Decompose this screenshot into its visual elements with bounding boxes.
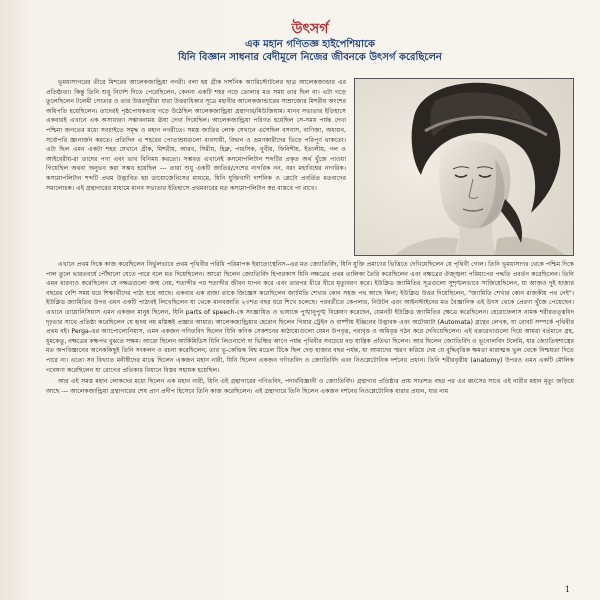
dedication-header — [46, 20, 574, 64]
subtitle-line-2: যিনি বিজ্ঞান সাধনার বেদীমূলে নিজের জীবনকে উৎসর্গ করেছিলেন — [178, 52, 442, 63]
body-paragraph: আর এই সমস্ত মহান লোকদের মধ্যে ছিলেন এক মহান নারী, যিনি এই গ্রন্থাগারের গণিতবিদ, পদার্থবিজ্ঞানী ও জ্যোতির্বিদ। গ্রন্থাগার প্রতিষ্ঠার প্রায় সাতশত বছর পর এর ধ্বংসের সাথে এই নারীর মহান মৃত্যু জড়িয়ে আছে --- আলেকজান্ড্রিয়া গ্রন্থাগারের শেষ প্রাণ প্রদীপ হিসেবে তিনি কাজ করেছিলেন। এই গ্রন্থাগারে তিনি ছিলেন একজন দর্শনের নিওপ্লেটোনিক ধারার প্রধান, যার নাম — [46, 378, 574, 395]
intro-section — [46, 78, 574, 193]
page-title: উৎসর্গ — [291, 21, 329, 37]
subtitle-line-1: এক মহান গণিতজ্ঞ হাইপেশিয়াকে — [244, 39, 375, 50]
hypatia-portrait — [354, 78, 574, 256]
portrait-image — [355, 79, 573, 255]
intro-paragraph: ভূমধ্যসাগরের তীরে মিশরের আলেকজান্ড্রিয়া নগরী। বলা হয় গ্রীক দার্শনিক অ্যারিস্টোটলের ছাত্র আলেকজান্ডার এর প্রতিষ্ঠাতা। কিন্তু তিনি শুধু নির্দেশ দিতে পেরেছিলেন, কেননা একটি শহর গড়ে তোলার মত সময় তার ছিল না। এটা গড়ে তুলেছিলেন টলেমী সোতার ও তার উত্তরসূরীরা যারা উত্তরাধিকার সূত্রে মহাবীর আলেকজান্ডারের সাম্রাজ্যের মিশরীয় অংশের অধিপতি হয়েছিলেন। তাদেরই পৃষ্ঠপোষকতায় গড়ে উঠেছিল আলেকজান্ড্রিয়া গ্রন্থাগার/মিউজিয়াম। মানব সভ্যতার ইতিহাসে একবারই এখানে এক অসাধারণ সম্ভাবনাময় ঊষা দেখা দিয়েছিল। আলেকজান্ড্রিয়া পরিণত হয়েছিল সে-সময় পর্যন্ত দেখা পশ্চিমা জগতের মধ্যে সবচাইতে সমৃদ্ধ ও মহান নগরীতে। সমস্ত জাতির লোক সেখানে এসেছিল বসবাস, বাণিজ্য, অধ্যয়ন, সর্বোপরি জ্ঞানার্জন করতে। প্রতিদিন এ শহরের পোতাশ্রয়গুলো ব্যবসায়ী, বিদ্বান ও ভ্রমণকারীদের ভিড়ে পরিপূর্ণ থাকতো। এটা ছিল এমন একটা শহর যেখানে গ্রীক, মিশরীয়, আরব, সিরীয়, হিব্রু, পারসিক, নুবীয়, ফিনিশীয়, ইতালীয়, গল ও আইবেরীয়-রা তাদের পণ্য এবং ভাব বিনিময় করতো। সম্ভবত এখানেই কসমোপলিটান শব্দটির প্রকৃত অর্থ খুঁজে পাওয়া গিয়েছিল অথবা অনুভব করা সম্ভব হয়েছিল --- তারা শুধু একটি জাতির/দেশের নাগরিক নন, বরং মহাবিশ্বের নাগরিক। কসমোপলিটান শব্দটি প্রথম উদ্ভাবিত হয় ডায়োজেনিসের মাধ্যমে, যিনি যুক্তিবাদী দার্শনিক ও প্লেটো প্রবর্তিত মতবাদের সমালোচক। এই গ্রন্থাগারের মাধ্যমে মানব সভ্যতার ইতিহাসে প্রথমবারের মত কসমোপলিটান স্বপ্ন বাস্তবে পা রাখে। — [46, 79, 346, 192]
body-paragraph: এখানে প্রথম দিকে কাজ করেছিলেন নির্ভুলভাবে প্রথম পৃথিবীর পরিধি পরিমাপক ইরাতোস্থেনিস--এর মত জ্যোতির্বিদ, যিনি যুক্তি প্রমাণের ভিত্তিতে দেখিয়েছিলেন যে পৃথিবী গোল। তিনি ভূমধ্যসাগর থেকে পশ্চিম দিকে পাল তুলে ভারতবর্ষে পৌঁছানো যেতে পারে বলে মত দিয়েছিলেন। আরো ছিলেন জ্যোতির্বিদ হিপারকাস যিনি নক্ষত্রের প্রথম তালিকা তৈরি করেছিলেন এবং নক্ষত্রের ঔজ্জ্বল্য পরিমাপের পদ্ধতি প্রবর্তন করেছিলেন। তিনি এমন ধারণাও করেছিলেন যে নক্ষত্রগুলো জন্ম নেয়, শতাব্দীর পর শতাব্দীর জীবন যাপন করে এবং তারপর ধীরে ধীরে মৃত্যুবরণ করে। ইউক্লিড জ্যামিতির সূত্রগুলো সুশৃঙ্খলভাবে সাজিয়েছিলেন, যা আজও দুই হাজার বছরের বেশি সময় ধরে শিক্ষার্থীদের পাঠ্য হয়ে আছে। একবার এক রাজা তাকে জিজ্ঞেস করেছিলেন জ্যামিতি শেখার কোন সহজ পথ আছে কিনা; ইউক্লিড উত্তর দিয়েছিলেন, "জ্যামিতি শেখার কোন রাজকীয় পথ নেই"। ইউক্লিড জ্যামিতির উপর এমন একটি পাঠ্যবই লিখেছিলেন যা থেকে মানবজাতি ২৩শত বছর ধরে শিখে চলেছে। পরবর্তীতে কেপলার, নিউটন এবং আইনস্টাইনের মত বৈজ্ঞানিক এই উৎস থেকে প্রেরণা খুঁজে পেয়েছেন। এখানে ডায়োনিসিয়াস এমন একজন মানুষ ছিলেন, যিনি parts of speech-কে সংজ্ঞায়িত ও ভাষাকে পুঙ্খানুপুঙ্খ বিশ্লেষণ করেছেন, যেমনটি ইউক্লিড জ্যামিতির ক্ষেত্রে করেছিলেন। হেরোফেলাস নামক শরীরতত্ত্ববিদ দৃঢ়তার সাথে প্রতিষ্ঠা করেছিলেন যে হৃদয় নয় মস্তিষ্কই প্রজ্ঞার আধার। আলেকজান্ড্রিয়ার হেরোন ছিলেন গিয়ার ট্রেইন ও বাষ্পীয় ইঞ্জিনের উদ্ভাবক এবং অটোমাটা (Automata) গ্রন্থের লেখক, যা রোবট সম্পর্কে পৃথিবীর প্রথম বই। Perga-এর অ্যাপোলোনিয়াস, এমন একজন গণিতবিদ ছিলেন যিনি কণিক সেকশনের কাঠামোগুলো যেমন উপবৃত্ত, পরাবৃত্ত ও অধিবৃত্ত গঠন করে দেখিয়েছিলেন। এই বক্ররেখাগুলো দিয়ে আমরা বর্তমানে গ্রহ, ধূমকেতু, নক্ষত্রের কক্ষপথ বুঝতে সক্ষম। আরো ছিলেন আর্কিমিডিস যিনি লিওনার্দো দা ভিঞ্চির আগে পর্যন্ত পৃথিবীর সবচেয়ে বড় যান্ত্রিক প্রতিভা ছিলেন। আর ছিলেন জ্যোতির্বিদ ও ভূগোলবিদ টলেমি, যার জ্যোতিষশাস্ত্রের মত অপবিজ্ঞানের অনেককিছুই তিনি সংকলন ও রচনা করেছিলেন; তার ভূ-কেন্দ্রিক বিশ্ব মডেল টিকে ছিল দেড় হাজার বছর পর্যন্ত, যা আমাদের স্মরণ করিয়ে দেয় যে বুদ্ধিবৃত্তিক ক্ষমতা মারাত্মক ভুল থেকে নিশ্চয়তা দিতে পারে না। এতো সব বিখ্যাত মনীষীদের মাঝে ছিলেন একজন মহান নারী, যিনি ছিলেন একজন গণিতবিদ ও জ্যোতির্বিদ এবং নিওপ্লেটোনিক দর্শনের প্রধান। তিনি শরীরবৃত্তীয় (anatomy) উপরও এমন একটি মৌলিক গবেষণা করেছিলেন যা রোগের প্রতিকার বিধানে বিস্তর সহায়ক হয়েছিল। — [46, 261, 574, 374]
body-text — [46, 260, 574, 396]
page-number: 1 — [564, 585, 570, 594]
